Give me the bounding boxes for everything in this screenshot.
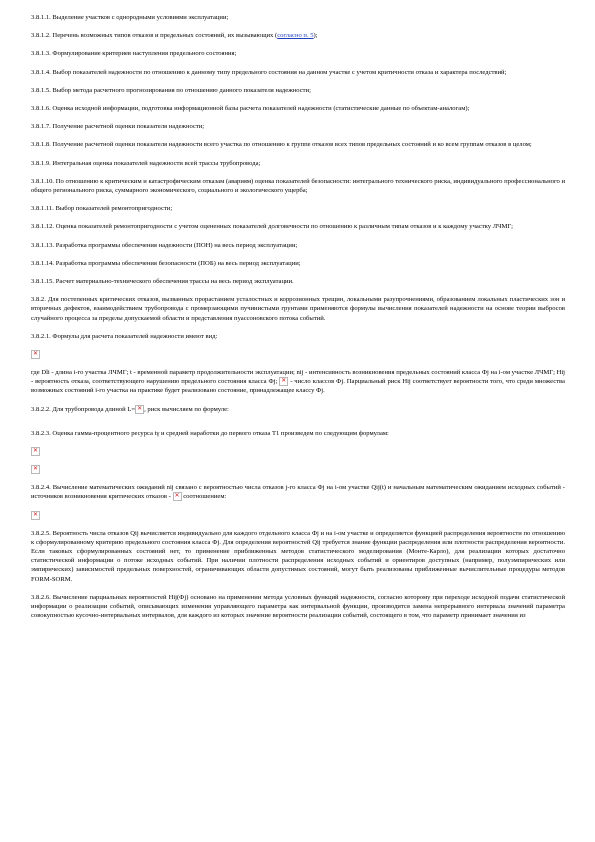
paragraph-3-8-1-9: 3.8.1.9. Интегральная оценка показателей надежности всей трассы трубопровода; [31,159,261,167]
paragraph-text: где Dli - длина i-го участка ЛЧМГ; t - временной параметр продолжительности эксплуатации; nij - интенсивность возникновения предельных состояний класса Фj на i-ом участке ЛЧМГ; Hij - вероятность отказа, соответствующего нарушению предельного состояния класса Фj; [31,369,565,386]
broken-image-icon [31,511,40,520]
reference-link-p5[interactable]: согласно п. 5 [277,32,314,40]
paragraph-text: 3.8.2.2. Для трубопровода длиной L= [31,405,136,413]
paragraph-3-8-1-5: 3.8.1.5. Выбор метода расчетного прогнозирования по отношению данного показателя надежности; [31,86,311,94]
paragraph-3-8-2: 3.8.2. Для постепенных критических отказов, вызванных прорастанием усталостных и коррозионных трещин, локальными разупрочнениями, образованием локальных пластических зон и вторичных дефектов, взаимодействием трубопровода с промерзающими пучинистыми грунтами применяются формулы вычисления показателей надежности на основе теории выбросов случайного процесса за пределы допускаемой области и представления пуассоновского потока событий. [31,296,565,322]
broken-image-icon [31,465,40,474]
paragraph-text: - число классов Фj. Парциальный риск Hij соответствует вероятности того, что среди множества возможных состояний i-го участка на практике будет реализовано состояние, принадлежащее классу Фj. [31,378,565,395]
paragraph-text: 3.8.1.2. Перечень возможных типов отказов и предельных состояний, их вызывающих ( [31,32,278,40]
paragraph-definitions [31,368,565,396]
paragraph-3-8-1-10: 3.8.1.10. По отношению к критическим и катастрофическим отказам (авариям) оценка показателей безопасности: интегрального технического риска, индивидуального профессионального и общего регионального риска, суммарного экономического, социального и экологического ущерба; [31,177,565,195]
broken-image-icon [279,377,288,386]
paragraph-3-8-1-14: 3.8.1.14. Разработка программы обеспечения безопасности (ПОБ) на весь период эксплуатации; [31,259,301,267]
document-body [31,13,565,620]
paragraph-text: , риск вычисляем по формуле: [144,405,229,413]
paragraph-3-8-1-13: 3.8.1.13. Разработка программы обеспечения надежности (ПОН) на весь период эксплуатации; [31,241,298,249]
paragraph-3-8-2-3: 3.8.2.3. Оценка гамма-процентного ресурса tγ и средней наработки до первого отказа T1 произведем по следующим формулам: [31,429,389,437]
broken-image-icon [31,447,40,456]
paragraph-3-8-2-1: 3.8.2.1. Формулы для расчета показателей надежности имеют вид: [31,332,218,340]
paragraph-3-8-2-5: 3.8.2.5. Вероятность числа отказов Qij вычисляется индивидуально для каждого отдельного класса Фj и на i-ом участке и определяется функцией распределения вероятности по отношению к сформулированному критерию предельного состояния класса Фj. Для определения вероятностей Qij требуется знание функции распределения или плотности распределения вероятности. Если таковых сформулированных состояний нет, то применение приближенных методов статистического моделирования (Монте-Карло), для реализации которых достаточно статистической информации о потоке исходных событий. При наличии плотности распределения исходных событий и ориентиров доступных (например, полуэмпирических или эмпирических) зависимостей предельных поверхностей, ограничивающих области допустимых состояний, могут быть реализованы приближенные вычислительные процедуры методов FORM-SORM. [31,529,565,583]
paragraph-3-8-2-6: 3.8.2.6. Вычисление парциальных вероятностей Hij(Фj) основано на применении метода условных функций надежности, согласно которому при переходе исходной подачи статистической информации о реализации событий, описывающих изменения управляющего параметра как интервальной функции, производится замена непрерывного интервала значений параметра совокупностью кусочно-интервальных интервалов, для каждого из которых значение вероятности реализации событий, состоящего в том, что параметр принимает значения из [31,593,565,620]
paragraph-3-8-2-2 [31,405,565,414]
paragraph-3-8-1-8: 3.8.1.8. Получение расчетной оценки показателя надежности всего участка по отношению к группе отказов всех типов предельных состояний и ко всем группам отказов в целом; [31,141,532,149]
paragraph-3-8-1-15: 3.8.1.15. Расчет материально-технического обеспечения трассы на весь период эксплуатации. [31,278,294,286]
paragraph-3-8-1-4: 3.8.1.4. Выбор показателей надежности по отношению к данному типу предельного состояния на данном участке с учетом критичности отказа и характера последствий; [31,68,507,76]
paragraph-3-8-1-12: 3.8.1.12. Оценка показателей ремонтопригодности с учетом оцененных показателей долговечности по отношению к различным типам отказов и к каждому участку ЛЧМГ; [31,223,513,231]
paragraph-text: соотношением: [183,493,227,501]
paragraph-3-8-1-1: 3.8.1.1. Выделение участков с однородными условиями эксплуатации; [31,14,229,21]
paragraph-3-8-1-3: 3.8.1.3. Формулирование критериев наступления предельного состояния; [31,50,237,58]
paragraph-3-8-2-4 [31,483,565,501]
paragraph-text: 3.8.2.4. Вычисление математических ожиданий nij связано с вероятностью числа отказов j-го класса Фj на i-ом участке Qij(t) и начальным математическим ожиданием исходных событий - источников возникновения критических отказов - [31,484,565,501]
broken-image-icon [173,492,182,501]
paragraph-text: ); [313,32,318,40]
paragraph-3-8-1-6: 3.8.1.6. Оценка исходной информации, подготовка информационной базы расчета показателей надежности (статистические данные по объектам-аналогам); [31,105,470,113]
paragraph-3-8-1-7: 3.8.1.7. Получение расчетной оценки показателя надежности; [31,123,205,131]
paragraph-3-8-1-2 [31,31,565,40]
broken-image-icon [31,350,40,359]
broken-image-icon [135,405,144,414]
paragraph-3-8-1-11: 3.8.1.11. Выбор показателей ремонтопригодности; [31,205,173,213]
